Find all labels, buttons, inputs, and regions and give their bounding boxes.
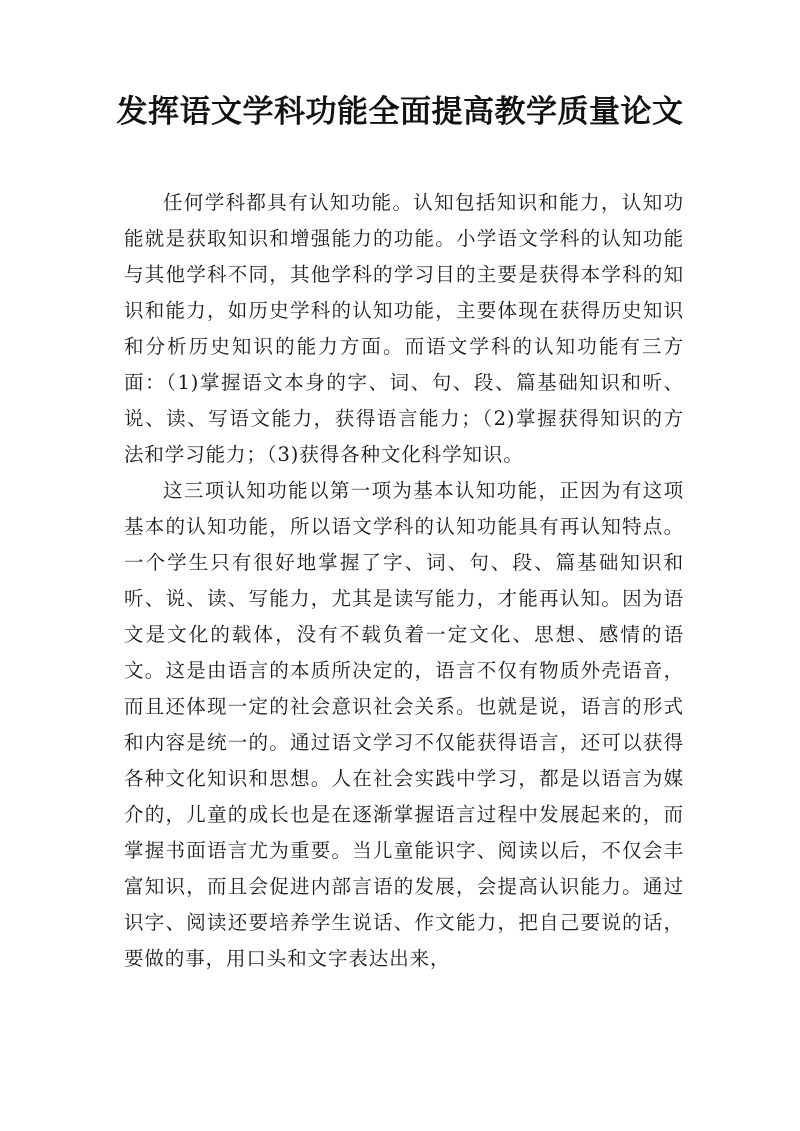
document-title: 发挥语文学科功能全面提高教学质量论文: [116, 94, 684, 130]
document-body: [124, 185, 684, 977]
paragraph-1: 任何学科都具有认知功能。认知包括知识和能力，认知功能就是获取知识和增强能力的功能。小学语文学科的认知功能与其他学科不同，其他学科的学习目的主要是获得本学科的知识和能力，如历史学科的认知功能，主要体现在获得历史知识和分析历史知识的能力方面。而语文学科的认知功能有三方面：（1)掌握语文本身的字、词、句、段、篇基础知识和听、说、读、写语文能力，获得语言能力；（2)掌握获得知识的方法和学习能力；（3)获得各种文化科学知识。: [124, 191, 684, 466]
paragraph-2: 这三项认知功能以第一项为基本认知功能，正因为有这项基本的认知功能，所以语文学科的认知功能具有再认知特点。一个学生只有很好地掌握了字、词、句、段、篇基础知识和听、说、读、写能力，尤其是读写能力，才能再认知。因为语文是文化的载体，没有不载负着一定文化、思想、感情的语文。这是由语言的本质所决定的，语言不仅有物质外壳语音，而且还体现一定的社会意识社会关系。也就是说，语言的形式和内容是统一的。通过语文学习不仅能获得语言，还可以获得各种文化知识和思想。人在社会实践中学习，都是以语言为媒介的，儿童的成长也是在逐渐掌握语言过程中发展起来的，而掌握书面语言尤为重要。当儿童能识字、阅读以后，不仅会丰富知识，而且会促进内部言语的发展，会提高认识能力。通过识字、阅读还要培养学生说话、作文能力，把自己要说的话，要做的事，用口头和文字表达出来，: [124, 479, 684, 970]
